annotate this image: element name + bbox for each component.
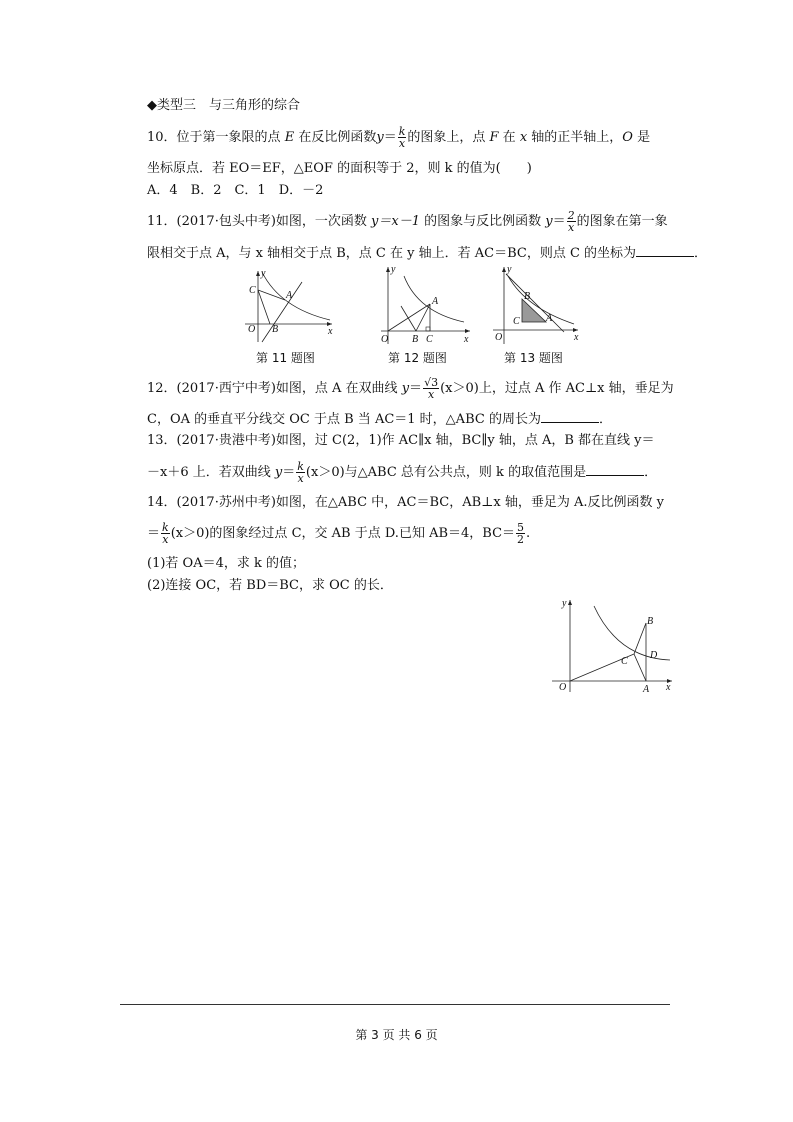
fraction-2-over-x: $\frac{2}{x}$ [567,209,575,234]
section-heading [147,97,300,115]
fig12-label-x: x [464,334,469,345]
fig11-label-y: y [261,268,266,279]
fig13-label-y: y [507,264,512,275]
q14-line1: 14．(2017·苏州中考)如图，在△ABC 中，AC＝BC，AB⊥x 轴，垂足为 A.反比例函数 y [147,495,664,510]
fig12-label-A: A [432,296,439,307]
fig14-label-x: x [666,682,671,693]
q14-sub1: (1)若 OA＝4，求 k 的值； [147,556,306,571]
caption-fig12: 第 12 题图 [388,351,447,365]
fig14-label-A: A [643,684,650,694]
fraction-k-over-x: $\frac{k}{x}$ [398,125,406,150]
q11-line1: 11．(2017·包头中考)如图，一次函数 y＝x－1 的图象与反比例函数 y＝ $\frac{2}{x}$ 的图象在第一象 [147,209,668,234]
figure-14 [548,596,678,694]
q13-line1: 13．(2017·贵港中考)如图，过 C(2，1)作 AC∥x 轴，BC∥y 轴，点 A，B 都在直线 y＝ [147,433,655,448]
fig13-label-O: O [495,332,503,343]
q12-line2: C，OA 的垂直平分线交 OC 于点 B 当 AC＝1 时，△ABC 的周长为 ． [147,412,612,427]
q14-line2: ＝ $\frac{k}{x}$ (x＞0)的图象经过点 C，交 AB 于点 D.已知 AB＝4，BC＝ $\frac{5}{2}$ . [147,521,531,546]
fraction-sqrt3-over-x: $\frac{√3}{x}$ [424,376,439,401]
fig11-label-O: O [248,324,256,335]
figure-11 [240,268,340,346]
fig12-label-B: B [412,334,419,345]
footer-divider [120,1004,670,1005]
q14-sub2: (2)连接 OC，若 BD＝BC，求 OC 的长． [147,578,393,593]
q10-line1: 10．位于第一象限的点 E 在反比例函数y＝ $\frac{k}{x}$ 的图象上，点 F 在 x 轴的正半轴上，O 是 [147,125,651,150]
caption-fig11: 第 11 题图 [256,351,315,365]
fig13-label-A: A [546,313,553,324]
fig13-label-B: B [524,291,531,302]
page-number: 第 3 页 共 6 页 [355,1028,438,1042]
fraction-5-over-2: $\frac{5}{2}$ [517,521,525,546]
fig12-label-C: C [426,334,433,345]
fig11-label-x: x [328,326,333,337]
q10-line2: 坐标原点．若 EO＝EF，△EOF 的面积等于 2，则 k 的值为( ) [147,161,532,176]
fig14-label-C: C [621,656,628,667]
fig11-label-C: C [249,285,256,296]
q11-line2: 限相交于点 A，与 x 轴相交于点 B，点 C 在 y 轴上．若 AC＝BC，则点 C 的坐标为 ． [147,246,708,261]
answer-blank[interactable] [636,244,694,257]
q12-line1: 12．(2017·西宁中考)如图，点 A 在双曲线 y＝ $\frac{√3}{x}$ (x＞0)上，过点 A 作 AC⊥x 轴，垂足为 [147,376,674,401]
fig14-label-D: D [650,650,658,661]
fig12-label-y: y [391,264,396,275]
section-title: 类型三 与三角形的综合 [157,98,301,113]
fig14-label-O: O [559,682,567,693]
fig11-label-B: B [272,324,279,335]
diamond-marker-icon: ◆ [147,98,157,113]
fig11-label-A: A [286,290,293,301]
fig14-label-B: B [647,616,654,627]
fig13-label-C: C [513,316,520,327]
caption-fig13: 第 13 题图 [504,351,563,365]
answer-blank[interactable] [586,463,644,476]
fraction-k-over-x: $\frac{k}{x}$ [297,460,304,485]
figure-13 [490,264,586,346]
q13-line2: －x＋6 上．若双曲线 y＝ $\frac{k}{x}$ (x＞0)与△ABC 总有公共点，则 k 的取值范围是 ． [147,460,658,485]
fig12-label-O: O [381,334,389,345]
fraction-k-over-x: $\frac{k}{x}$ [162,521,169,546]
fig13-label-x: x [574,332,579,343]
answer-blank[interactable] [541,410,599,423]
fig14-label-y: y [562,598,567,609]
figure-12 [378,264,478,346]
q10-options: A．4 B．2 C．1 D．－2 [147,183,324,198]
